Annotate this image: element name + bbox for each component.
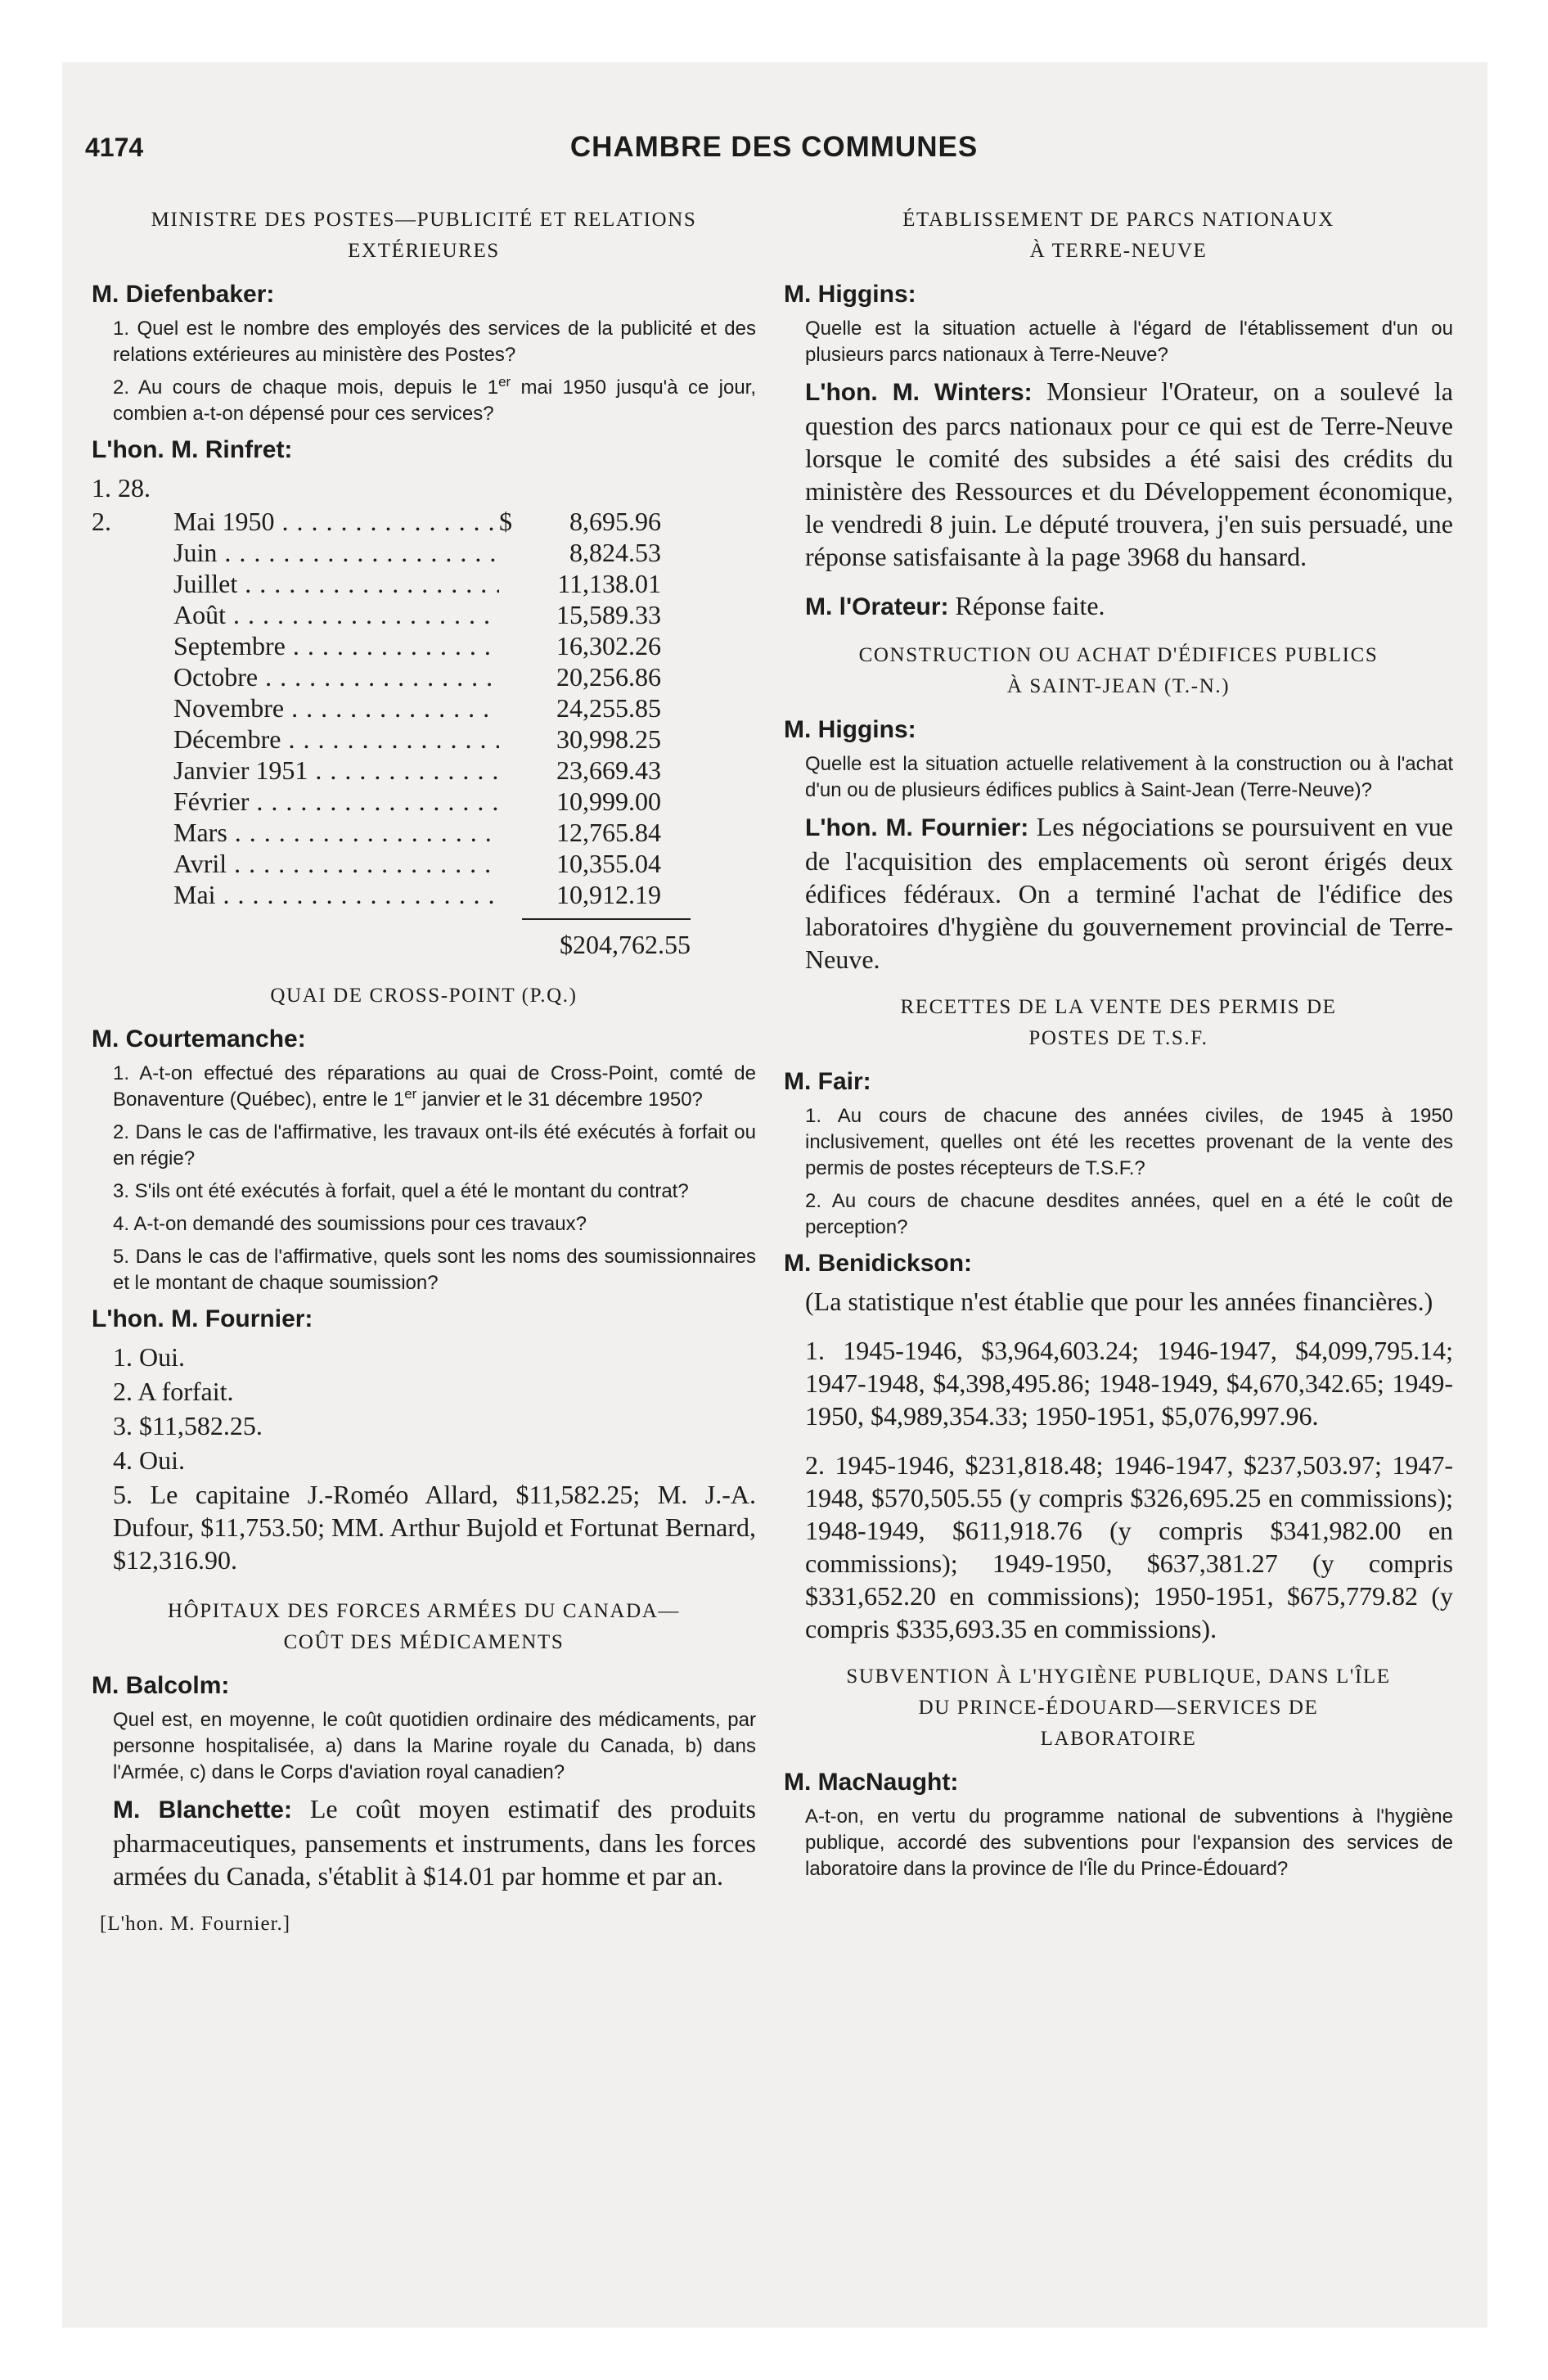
section-heading-hopitaux: [92, 1596, 756, 1658]
section-heading-line: SUBVENTION À L'HYGIÈNE PUBLIQUE, DANS L'ÎLE: [846, 1666, 1391, 1688]
section-heading-tsf: [784, 992, 1453, 1054]
expense-month: Mai . . .: [173, 879, 499, 910]
expense-row: [92, 879, 756, 910]
expense-amount: 10,355.04: [556, 849, 661, 878]
expense-amount: 12,765.84: [556, 818, 661, 847]
expense-row: [92, 817, 756, 848]
speaker-balcolm: M. Balcolm:: [92, 1672, 230, 1699]
question: Quelle est la situation actuelle relativement à la construction ou à l'achat d'un ou de plusieurs édifices publics à Saint-Jean (Terre-Neuve)?: [805, 753, 1453, 801]
answer-5: 5. Le capitaine J.-Roméo Allard, $11,582.25; M. J.-A. Dufour, $11,753.50; MM. Arthur Bujold et Fortunat Bernard, $12,316.90.: [113, 1480, 756, 1575]
speaker-macnaught: M. MacNaught:: [784, 1769, 959, 1796]
expense-row: [92, 848, 756, 879]
expense-amount: 11,138.01: [557, 569, 661, 598]
expense-row: [92, 755, 756, 786]
question-2: 2. Au cours de chacune desdites années, quel en a été le coût de perception?: [805, 1190, 1453, 1238]
expense-month: Septembre . . .: [173, 630, 499, 661]
currency-sign: $: [499, 507, 512, 536]
expense-row: [92, 506, 756, 537]
expense-amount: 10,999.00: [556, 787, 661, 816]
question-4: 4. A-t-on demandé des soumissions pour ces travaux?: [113, 1213, 587, 1235]
speaker-fournier: L'hon. M. Fournier:: [805, 814, 1029, 841]
answer-paragraph: [92, 1792, 756, 1892]
section-heading-line: CONSTRUCTION OU ACHAT D'ÉDIFICES PUBLICS: [858, 644, 1379, 666]
answer-text: Monsieur l'Orateur, on a soulevé la question des parcs nationaux pour ce qui est de Terre-Neuve lorsque le comité des subsides a été saisi des crédits du ministère des Ressources et du Développement économique, le vendredi 8 juin. Le député trouvera, j'en suis persuadé, une réponse satisfaisante à la page 3968 du hansard.: [805, 376, 1453, 571]
expense-month: Août . . .: [173, 599, 499, 630]
expense-row: [92, 568, 756, 599]
running-head: CHAMBRE DES COMMUNES: [569, 131, 979, 163]
section-heading-line: RECETTES DE LA VENTE DES PERMIS DE: [900, 996, 1337, 1018]
section-heading-saint-jean: [784, 640, 1453, 702]
speaker-courtemanche: M. Courtemanche:: [92, 1025, 306, 1053]
section-heading-line: MINISTRE DES POSTES—PUBLICITÉ ET RELATIONS: [151, 209, 697, 231]
expense-row: [92, 786, 756, 817]
answer-text: Les négociations se poursuivent en vue de l'acquisition des emplacements où seront érigés deux édifices fédéraux. On a terminé l'achat de l'édifice des laboratoires d'hygiène du gouvernement provincial de Terre-Neuve.: [805, 812, 1453, 974]
speaker-rinfret: L'hon. M. Rinfret:: [92, 436, 293, 463]
expense-month: Avril . . .: [173, 848, 499, 879]
speaker-higgins: M. Higgins:: [784, 716, 916, 743]
expense-month: Mars . . .: [173, 817, 499, 848]
expense-amount: 20,256.86: [556, 662, 661, 692]
expense-amount: 23,669.43: [556, 755, 661, 785]
question-number: 2.: [113, 376, 130, 399]
expense-total: $204,762.55: [560, 930, 691, 959]
question-text-b: janvier et le 31 décembre 1950?: [416, 1089, 703, 1111]
section-heading-line: À TERRE-NEUVE: [1029, 240, 1208, 262]
expense-amount: 15,589.33: [556, 600, 661, 629]
orateur-text: Réponse faite.: [948, 591, 1105, 620]
expense-amount: 8,824.53: [569, 538, 661, 567]
expense-table: [92, 506, 756, 910]
answer-1: 1. 1945-1946, $3,964,603.24; 1946-1947, $4,099,795.14; 1947-1948, $4,398,495.86; 1948-1949, $4,670,342.65; 1949-1950, $4,989,354.33; 1950-1951, $5,076,997.96.: [805, 1336, 1453, 1431]
expense-row: [92, 692, 756, 723]
section-heading-parcs: [784, 205, 1453, 267]
left-column: [92, 205, 756, 1938]
section-heading-line: POSTES DE T.S.F.: [1028, 1027, 1208, 1049]
superscript: er: [498, 374, 511, 390]
answer-text: Le coût moyen estimatif des produits pharmaceutiques, pansements et instruments, dans les forces armées du Canada, s'établit à $14.01 par homme et par an.: [113, 1794, 756, 1891]
section-heading-hygiene: [784, 1661, 1453, 1755]
expense-amount: 8,695.96: [569, 507, 661, 536]
total-rule: [522, 918, 691, 920]
expense-row: [92, 537, 756, 568]
expense-month: Novembre . . .: [173, 692, 499, 723]
expense-row: [92, 630, 756, 661]
question-2: 2. Dans le cas de l'affirmative, les travaux ont-ils été exécutés à forfait ou en régie?: [113, 1121, 756, 1170]
section-heading-line: À SAINT-JEAN (T.-N.): [1006, 675, 1231, 697]
question: Quelle est la situation actuelle à l'égard de l'établissement d'un ou plusieurs parcs nationaux à Terre-Neuve?: [805, 318, 1453, 366]
question-text-b: mai 1950 jusqu'à ce jour, combien a-t-on dépensé pour ces services?: [113, 376, 757, 425]
question-text-a: 1. A-t-on effectué des réparations au quai de Cross-Point, comté de Bonaventure (Québec), entre le 1: [113, 1062, 756, 1111]
answer-number: 2.: [92, 507, 111, 536]
answer-note: (La statistique n'est établie que pour les années financières.): [805, 1287, 1433, 1316]
expense-month: Décembre . . .: [173, 723, 499, 755]
section-heading-line: ÉTABLISSEMENT DE PARCS NATIONAUX: [902, 209, 1334, 231]
expense-amount: 16,302.26: [556, 631, 661, 660]
superscript: er: [404, 1086, 417, 1102]
question-number: 1.: [113, 318, 130, 340]
speaker-benidickson: M. Benidickson:: [784, 1250, 973, 1277]
section-heading-line: COÛT DES MÉDICAMENTS: [283, 1631, 565, 1653]
expense-month: Mai 1950 . . .: [173, 506, 499, 537]
expense-amount: 30,998.25: [556, 724, 661, 754]
answer-paragraph: [784, 810, 1453, 976]
answer-2: 2. 1945-1946, $231,818.48; 1946-1947, $237,503.97; 1947-1948, $570,505.55 (y compris $326,695.25 en commissions); 1948-1949, $611,918.76 (y compris $341,982.00 en commissions); 1949-1950, $637,381.27 (y compris $331,652.20 en commissions); 1950-1951, $675,779.82 (y compris $335,693.35 en commissions).: [805, 1450, 1453, 1643]
expense-month: Octobre . . .: [173, 661, 499, 692]
speaker-fair: M. Fair:: [784, 1068, 871, 1095]
expense-row: [92, 599, 756, 630]
question: A-t-on, en vertu du programme national de subventions à l'hygiène publique, accordé des subventions pour l'expansion des services de laboratoire dans la province de l'Île du Prince-Édouard?: [805, 1805, 1453, 1880]
question: Quel est, en moyenne, le coût quotidien ordinaire des médicaments, par personne hospitalisée, a) dans la Marine royale du Canada, b) dans l'Armée, c) dans le Corps d'aviation royal canadien?: [113, 1709, 756, 1783]
section-heading-line: LABORATOIRE: [1040, 1728, 1197, 1750]
section-heading-postes: [92, 205, 756, 267]
answer-1: 1. Oui.: [113, 1342, 185, 1372]
question-5: 5. Dans le cas de l'affirmative, quels sont les noms des soumissionnaires et le montant de chaque soumission?: [113, 1246, 756, 1294]
question-1: 1. Au cours de chacune des années civiles, de 1945 à 1950 inclusivement, quelles ont été les recettes provenant de la vente des permis de postes récepteurs de T.S.F.?: [805, 1105, 1453, 1179]
expense-month: Juillet . . .: [173, 568, 499, 599]
question-1: [92, 316, 756, 368]
question-text-a: Au cours de chaque mois, depuis le 1: [138, 376, 499, 399]
answer-4: 4. Oui.: [113, 1445, 185, 1475]
answer-1: 1. 28.: [92, 473, 151, 503]
speaker-diefenbaker: M. Diefenbaker:: [92, 281, 275, 308]
expense-row: [92, 661, 756, 692]
expense-amount: 24,255.85: [556, 693, 661, 723]
expense-month: Janvier 1951 . . .: [173, 755, 499, 786]
orateur-paragraph: [784, 589, 1453, 624]
right-column: [784, 205, 1453, 1889]
expense-amount: 10,912.19: [556, 880, 661, 909]
speaker-higgins: M. Higgins:: [784, 281, 916, 308]
speaker-winters: L'hon. M. Winters:: [805, 379, 1033, 406]
question-text: Quel est le nombre des employés des services de la publicité et des relations extérieures au ministère des Postes?: [113, 318, 757, 366]
signature: [L'hon. M. Fournier.]: [100, 1913, 291, 1935]
expense-month: Février . . .: [173, 786, 499, 817]
section-heading-cross-point: QUAI DE CROSS-POINT (P.Q.): [270, 985, 578, 1007]
question-1: [92, 1061, 756, 1113]
page-number: 4174: [85, 133, 144, 162]
speaker-orateur: M. l'Orateur:: [805, 593, 949, 620]
section-heading-line: DU PRINCE-ÉDOUARD—SERVICES DE: [918, 1697, 1319, 1719]
question-2: [92, 375, 756, 427]
speaker-blanchette: M. Blanchette:: [113, 1796, 292, 1823]
answer-3: 3. $11,582.25.: [113, 1411, 263, 1440]
section-heading-line: EXTÉRIEURES: [348, 240, 500, 262]
section-heading-line: HÔPITAUX DES FORCES ARMÉES DU CANADA—: [167, 1600, 680, 1622]
answer-paragraph: [784, 375, 1453, 573]
expense-month: Juin . . .: [173, 537, 499, 568]
speaker-fournier: L'hon. M. Fournier:: [92, 1305, 313, 1332]
question-3: 3. S'ils ont été exécutés à forfait, quel a été le montant du contrat?: [113, 1180, 689, 1202]
answer-2: 2. A forfait.: [113, 1377, 234, 1406]
expense-row: [92, 723, 756, 755]
